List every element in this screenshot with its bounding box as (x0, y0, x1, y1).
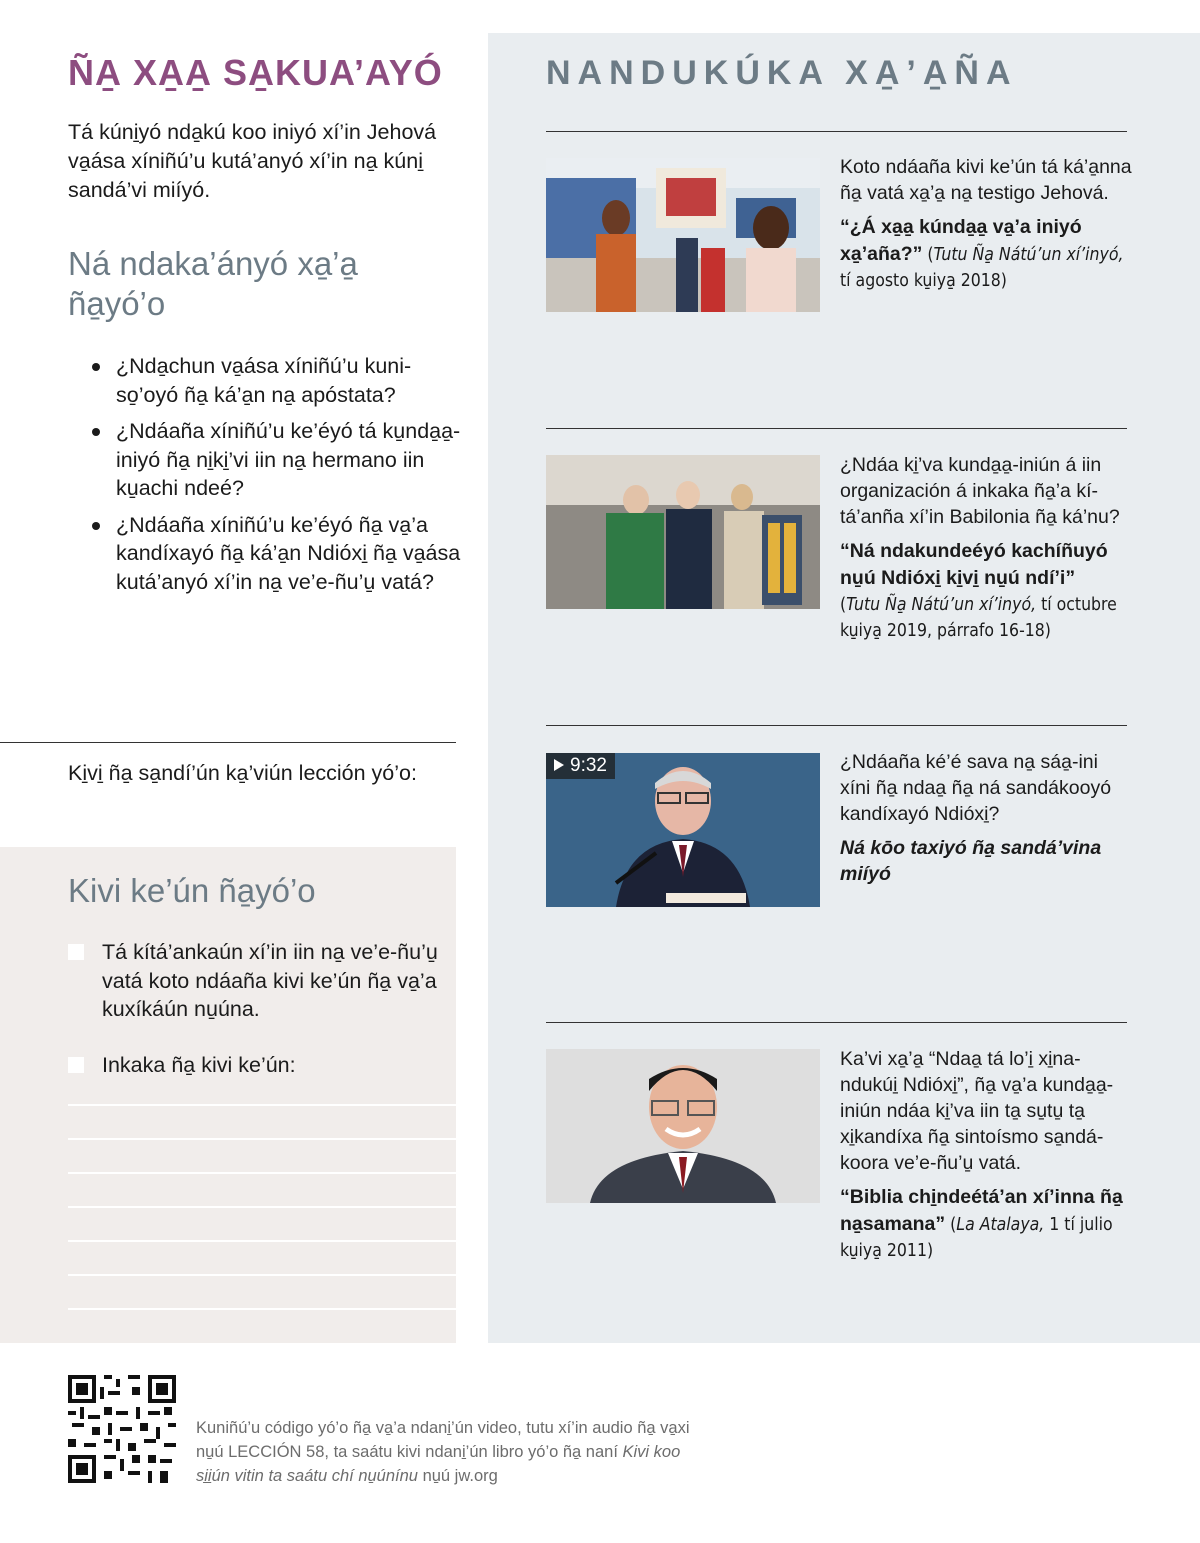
explore-title: NANDUKÚKA XA̱’A̱ÑA (546, 54, 1018, 92)
writing-line[interactable] (68, 1138, 456, 1140)
section-divider (0, 742, 456, 743)
publication-name: Tutu Ña̱ Nátú’un xí’inyó, (933, 245, 1124, 265)
summary-title: ÑA̱ XA̱A̱ SA̱KUA’AYÓ (68, 52, 443, 93)
play-icon (554, 759, 564, 771)
witnessing-cart-photo[interactable] (546, 455, 820, 609)
publication-name: La Atalaya, (956, 1215, 1045, 1235)
article-reference[interactable]: “Biblia chi̱ndeétá’an xí’inna ña̱ na̱samana” (La Atalaya, 1 tí julio ku̱iya̱ 2011) (840, 1186, 1123, 1261)
goals-box (0, 847, 456, 1343)
publication-name: Tutu Ña̱ Nátú’un xí’inyó, (846, 595, 1037, 615)
writing-line[interactable] (68, 1104, 456, 1106)
review-title: Ná ndaka’ányó xa̱’a̱ ña̱yó’o (68, 245, 358, 322)
footer-text: Kuniñú’u código yó’o ña̱ va̱’a ndani̱’ún video, tutu xí’in audio ña̱ va̱xi nu̱ú LECCIÓN 58, ta saátu kivi ndani̱’ún libro yó’o ña̱ naní (196, 1419, 690, 1461)
entry-description: ¿Ndáaña ké’é sava na̱ sáa̱-ini xíni ña̱ ndaa̱ ña̱ ná sandákooyó kandíxayó Ndióxi̱? (840, 751, 1112, 825)
news-illustration-image[interactable] (546, 158, 820, 312)
article-title: “Biblia chi̱ndeétá’an xí’inna ña̱ na̱samana” (840, 1186, 1123, 1235)
entry-text-block (840, 1046, 1132, 1264)
footer-book-title: Kivi koo si̱i̱ún vitin ta saátu chí nu̱únínu (196, 1443, 681, 1485)
video-title[interactable]: Ná kōo taxiyó ña̱ sandá’vina miíyó (840, 837, 1102, 885)
checkbox-icon[interactable] (68, 944, 84, 960)
goal-item (68, 938, 438, 1024)
bullet-icon (92, 428, 100, 436)
publication-date: 1 tí julio ku̱iya̱ 2011) (840, 1215, 1113, 1261)
writing-line[interactable] (68, 1308, 456, 1310)
entry-description: Koto ndáaña kivi ke’ún tá ká’a̱nna ña̱ vatá xa̱’a̱ na̱ testigo Jehová. (840, 156, 1132, 204)
review-question-text: ¿Ndáaña xíniñú’u ke’éyó ña̱ va̱’a kandíxayó ña̱ ká’a̱n Ndióxi̱ ña̱ va̱ása kutá’anyó xí’in na̱ ve’e-ñu’u̱ vatá? (116, 512, 461, 594)
goals-title: Kivi ke’ún ña̱yó’o (68, 872, 316, 909)
writing-line[interactable] (68, 1274, 456, 1276)
review-question-list (92, 352, 462, 604)
entry-text-block (840, 452, 1132, 644)
video-duration: 9:32 (570, 755, 607, 776)
article-title: “¿Á xa̱a̱ kúnda̱a̱ va̱’a iniyó xa̱’aña?” (840, 216, 1082, 265)
entry-text-block (840, 154, 1132, 294)
bullet-icon (92, 363, 100, 371)
writing-line[interactable] (68, 1206, 456, 1208)
entry-divider (546, 725, 1127, 726)
footer-note (196, 1416, 716, 1488)
qr-code[interactable] (68, 1375, 176, 1483)
review-question (92, 417, 462, 503)
review-question-text: ¿Nda̱chun va̱ása xíniñú’u kuni-so̱’oyó ña̱ ká’a̱n na̱ apóstata? (116, 354, 412, 407)
entry-divider (546, 1022, 1127, 1023)
article-reference[interactable]: “Ná ndakundeéyó kachíñuyó nu̱ú Ndióxi̱ ki̱vi̱ nu̱ú ndí’i” (Tutu Ña̱ Nátú’un xí’inyó, tí octubre ku̱iya̱ 2019, párrafo 16-18) (840, 540, 1117, 641)
article-title: “Ná ndakundeéyó kachíñuyó nu̱ú Ndióxi̱ ki̱vi̱ nu̱ú ndí’i” (840, 540, 1108, 589)
goal-text: Tá kítá’ankaún xí’in iin na̱ ve’e-ñu’u̱ vatá koto ndáaña kivi ke’ún ña̱ va̱’a kuxíkáún nu̱úna. (102, 940, 438, 1021)
entry-divider (546, 131, 1127, 132)
entry-divider (546, 428, 1127, 429)
review-question (92, 352, 462, 409)
article-reference[interactable]: “¿Á xa̱a̱ kúnda̱a̱ va̱’a iniyó xa̱’aña?” (Tutu Ña̱ Nátú’un xí’inyó, tí agosto ku̱iya̱ 2018) (840, 216, 1124, 291)
entry-description: Ka’vi xa̱’a̱ “Ndaa̱ tá lo’i̱ xi̱na-ndukúi̱ Ndióxi̱”, ña̱ va̱’a kunda̱a̱-iniún ndáa ki̱’va iin ta̱ su̱tu̱ ta̱ xi̱kandíxa ña̱ sintoísmo sa̱ndá-koora ve’e-ñu’u̱ vatá. (840, 1048, 1114, 1174)
completion-date-label: Ki̱vi̱ ña̱ sa̱ndí’ún ka̱’viún lección yó’o: (68, 761, 417, 785)
video-duration-badge (546, 753, 615, 779)
bullet-icon (92, 522, 100, 530)
video-thumbnail[interactable] (546, 753, 820, 907)
publication-date: tí octubre ku̱iya̱ 2019, párrafo 16-18) (840, 595, 1117, 641)
entry-text-block (840, 749, 1132, 887)
review-question (92, 511, 462, 597)
publication-date: tí agosto ku̱iya̱ 2018) (840, 271, 1007, 291)
entry-description: ¿Ndáa ki̱’va kunda̱a̱-iniún á iin organización á inkaka ña̱’a kí-tá’anña xí’in Babilonia ña̱ ká’nu? (840, 454, 1120, 528)
goal-item (68, 1051, 438, 1080)
goal-text: Inkaka ña̱ kivi ke’ún: (102, 1053, 296, 1077)
writing-line[interactable] (68, 1240, 456, 1242)
portrait-photo[interactable] (546, 1049, 820, 1203)
review-question-text: ¿Ndáaña xíniñú’u ke’éyó tá ku̱nda̱a̱-iniyó ña̱ ni̱ki̱’vi iin na̱ hermano iin ku̱achi ndeé? (116, 419, 461, 500)
checkbox-icon[interactable] (68, 1057, 84, 1073)
writing-line[interactable] (68, 1172, 456, 1174)
summary-body: Tá kúni̱yó nda̱kú koo iniyó xí’in Jehová va̱ása xíniñú’u kutá’anyó xí’in na̱ kúni̱ sandá’vi miíyó. (68, 120, 437, 202)
footer-text-end: nu̱ú jw.org (417, 1467, 498, 1485)
